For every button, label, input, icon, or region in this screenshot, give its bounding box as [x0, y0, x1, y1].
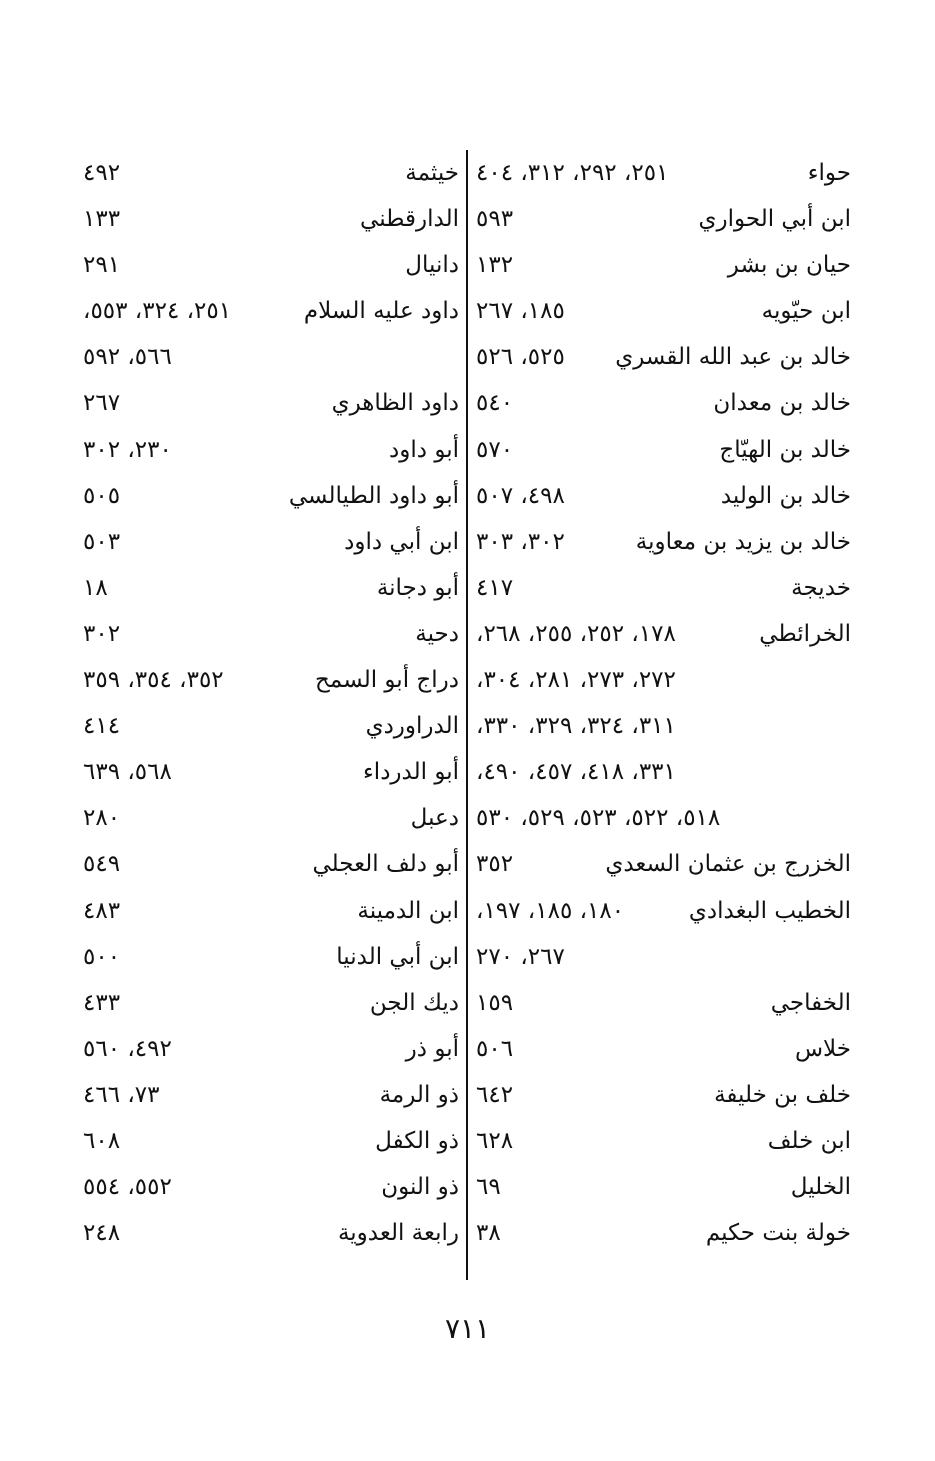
index-entry [75, 380, 463, 426]
index-entry [470, 749, 855, 795]
entry-name: الدارقطني [360, 206, 459, 233]
index-entry [75, 150, 463, 196]
index-entry [470, 288, 855, 334]
entry-name: داود الظاهري [331, 390, 459, 417]
entry-pages: ٤١٧ [476, 574, 514, 601]
index-entry [470, 427, 855, 473]
index-entry [75, 473, 463, 519]
entry-name: داود عليه السلام [303, 298, 459, 325]
index-entry [470, 565, 855, 611]
entry-pages: ٢٥١، ٢٩٢، ٣١٢، ٤٠٤ [476, 160, 669, 186]
entry-pages: ٥٥٢، ٥٥٤ [83, 1174, 172, 1201]
entry-name: خالد بن الهيّاج [719, 436, 851, 463]
page-number: ٧١١ [444, 1312, 491, 1345]
entry-pages: ٢٣٠، ٣٠٢ [83, 436, 172, 463]
entry-pages: ٣٠٢، ٣٠٣ [476, 528, 565, 555]
index-entry [470, 611, 855, 657]
entry-pages: ٣٠٢ [83, 620, 121, 647]
index-entry [470, 242, 855, 288]
entry-pages: ٢٤٨ [83, 1220, 121, 1247]
entry-pages: ٤٩٨، ٥٠٧ [476, 482, 565, 509]
entry-name: خالد بن الوليد [720, 482, 851, 509]
index-entry [470, 1026, 855, 1072]
index-entry [470, 703, 855, 749]
entry-name: خالد بن عبد الله القسري [615, 344, 851, 371]
entry-name: الدراوردي [365, 713, 459, 740]
index-entry [75, 1164, 463, 1210]
entry-name: أبو دلف العجلي [312, 851, 459, 878]
entry-name: ابن أبي الدنيا [336, 943, 459, 970]
entry-pages: ٥٠٠ [83, 943, 121, 970]
entry-name: أبو الدرداء [362, 759, 459, 786]
entry-pages: ٥٧٠ [476, 436, 514, 463]
index-entry [75, 519, 463, 565]
entry-pages: ٣٨ [476, 1220, 501, 1247]
index-entry [470, 841, 855, 887]
entry-name: أبو دجانة [376, 574, 459, 601]
entry-name: خيثمة [405, 160, 459, 186]
entry-name: حواء [807, 160, 851, 186]
entry-pages: ٣٥٢ [476, 851, 514, 878]
index-entry [470, 334, 855, 380]
entry-name: أبو داود الطيالسي [288, 482, 459, 509]
index-entry [75, 841, 463, 887]
entry-pages: ٧٣، ٤٦٦ [83, 1081, 160, 1108]
entry-pages: ٣٣١، ٤١٨، ٤٥٧، ٤٩٠، [476, 759, 676, 786]
entry-pages: ٤٨٣ [83, 897, 121, 924]
entry-name: دعبل [410, 805, 459, 832]
entry-name: الخفاجي [770, 989, 851, 1016]
entry-name: خديجة [791, 574, 851, 601]
entry-pages: ٤٩٢ [83, 160, 121, 186]
entry-name: ابن أبي الحواري [698, 206, 851, 233]
entry-pages: ٢٩١ [83, 252, 121, 279]
entry-pages: ٦٠٨ [83, 1127, 121, 1154]
entry-pages: ٢٨٠ [83, 805, 121, 832]
entry-name: دانيال [405, 252, 459, 279]
index-entry [470, 196, 855, 242]
entry-pages: ١٥٩ [476, 989, 514, 1016]
entry-pages: ٥٠٥ [83, 482, 121, 509]
entry-name: أبو ذر [405, 1035, 459, 1062]
entry-pages: ٥٩٣ [476, 206, 514, 233]
index-entry [75, 611, 463, 657]
entry-pages: ٥٠٣ [83, 528, 121, 555]
entry-name: خولة بنت حكيم [705, 1220, 851, 1247]
index-entry [470, 888, 855, 934]
index-entry [75, 795, 463, 841]
entry-pages: ٥٦٦، ٥٩٢ [83, 344, 172, 371]
index-entry [470, 980, 855, 1026]
index-entry [470, 519, 855, 565]
entry-name: دحية [415, 620, 459, 647]
index-entry [75, 334, 463, 380]
index-entry [470, 1072, 855, 1118]
index-entry [470, 473, 855, 519]
entry-name: الخطيب البغدادي [688, 897, 851, 924]
entry-pages: ٦٩ [476, 1174, 501, 1201]
entry-pages: ٤٩٢، ٥٦٠ [83, 1035, 172, 1062]
index-entry [470, 934, 855, 980]
entry-name: أبو داود [389, 436, 459, 463]
entry-name: ابن الدمينة [357, 897, 459, 924]
index-entry [75, 980, 463, 1026]
index-entry [75, 703, 463, 749]
entry-name: ديك الجن [369, 989, 459, 1016]
index-entry [75, 1118, 463, 1164]
index-entry [75, 888, 463, 934]
entry-name: الخليل [790, 1174, 851, 1201]
entry-name: الخزرج بن عثمان السعدي [605, 851, 851, 878]
entry-pages: ١٨ [83, 574, 108, 601]
index-entry [470, 380, 855, 426]
index-entry [470, 657, 855, 703]
index-entry [75, 565, 463, 611]
entry-pages: ١٧٨، ٢٥٢، ٢٥٥، ٢٦٨، [476, 620, 676, 647]
entry-name: ابن خلف [767, 1127, 851, 1154]
entry-name: رابعة العدوية [337, 1220, 459, 1247]
entry-name: دراج أبو السمح [315, 667, 459, 694]
entry-pages: ١٣٣ [83, 206, 121, 233]
index-entry [75, 934, 463, 980]
entry-name: ابن أبي داود [344, 528, 459, 555]
index-entry [75, 1026, 463, 1072]
column-divider [466, 150, 468, 1280]
index-entry [75, 242, 463, 288]
index-entry [75, 288, 463, 334]
entry-name: خالد بن معدان [713, 390, 851, 417]
entry-pages: ٣٥٢، ٣٥٤، ٣٥٩ [83, 667, 224, 694]
index-entry [470, 1164, 855, 1210]
entry-pages: ٣١١، ٣٢٤، ٣٢٩، ٣٣٠، [476, 713, 676, 740]
entry-name: خلاس [794, 1035, 851, 1062]
index-entry [470, 795, 855, 841]
index-column-right [470, 150, 855, 1280]
index-entry [75, 1072, 463, 1118]
entry-name: ذو الرمة [379, 1081, 459, 1108]
entry-pages: ١٨٠، ١٨٥، ١٩٧، [476, 897, 625, 924]
index-entry [75, 749, 463, 795]
entry-name: خلف بن خليفة [714, 1081, 851, 1108]
entry-pages: ٥٤٠ [476, 390, 514, 417]
entry-pages: ٥٤٩ [83, 851, 121, 878]
entry-pages: ١٣٢ [476, 252, 514, 279]
entry-name: ذو النون [381, 1174, 459, 1201]
index-entry [75, 427, 463, 473]
entry-name: خالد بن يزيد بن معاوية [635, 528, 851, 555]
entry-pages: ٢٥١، ٣٢٤، ٥٥٣، [83, 298, 232, 325]
index-entry [470, 1210, 855, 1256]
entry-pages: ١٨٥، ٢٦٧ [476, 298, 565, 325]
entry-pages: ٥١٨، ٥٢٢، ٥٢٣، ٥٢٩، ٥٣٠ [476, 805, 721, 832]
entry-pages: ٢٦٧ [83, 390, 121, 417]
entry-pages: ٦٤٢ [476, 1081, 514, 1108]
entry-pages: ٥٠٦ [476, 1035, 514, 1062]
entry-pages: ٢٧٢، ٢٧٣، ٢٨١، ٣٠٤، [476, 667, 676, 694]
entry-pages: ٥٢٥، ٥٢٦ [476, 344, 565, 371]
entry-pages: ٢٦٧، ٢٧٠ [476, 943, 565, 970]
entry-pages: ٥٦٨، ٦٣٩ [83, 759, 172, 786]
entry-name: ابن حيّويه [761, 298, 851, 325]
entry-pages: ٤١٤ [83, 713, 121, 740]
entry-name: حيان بن بشر [727, 252, 851, 279]
entry-pages: ٦٢٨ [476, 1127, 514, 1154]
entry-name: ذو الكفل [375, 1127, 459, 1154]
entry-pages: ٤٣٣ [83, 989, 121, 1016]
index-entry [75, 1210, 463, 1256]
entry-name: الخرائطي [759, 620, 851, 647]
index-entry [470, 1118, 855, 1164]
index-column-left [75, 150, 463, 1280]
index-entry [75, 196, 463, 242]
index-entry [75, 657, 463, 703]
index-entry [470, 150, 855, 196]
